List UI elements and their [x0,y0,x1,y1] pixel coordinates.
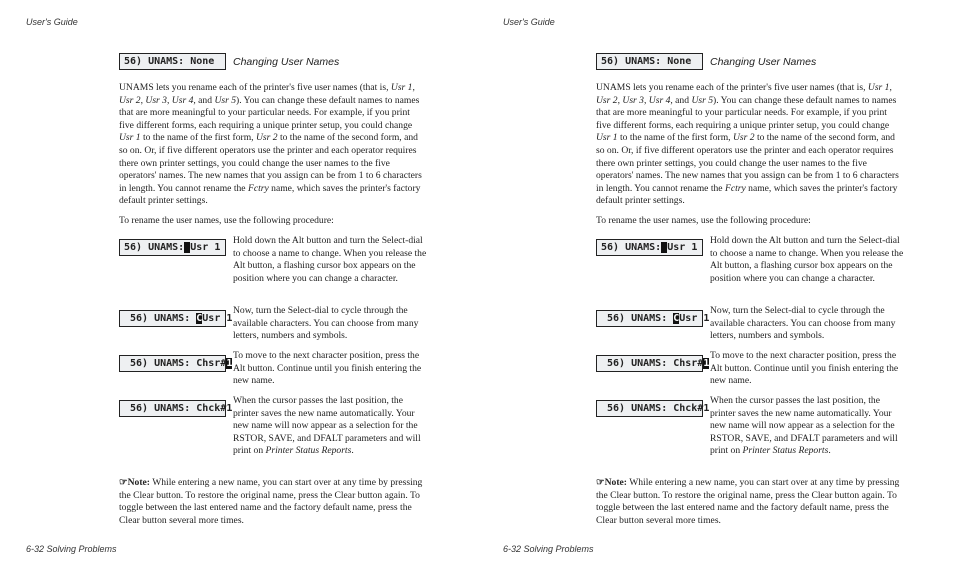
running-header: User's Guide [503,17,555,27]
lcd-display-current-setting: 56) UNAMS: None [596,53,703,70]
cursor-box: C [196,313,203,324]
procedure-lead: To rename the user names, use the following procedure: [119,215,334,226]
step-1-text: Hold down the Alt button and turn the Select-dial to choose a name to change. When you release the Alt button, a flashing cursor box appears on the position where you can change a character. [233,235,427,284]
lcd-display-step-2: 56) UNAMS: CUsr 1 [119,310,226,327]
lcd-display-current-setting: 56) UNAMS: None [119,53,226,70]
procedure-lead: To rename the user names, use the following procedure: [596,215,811,226]
section-title: Changing User Names [233,56,340,68]
section-title: Changing User Names [710,56,817,68]
step-3-text: To move to the next character position, press the Alt button. Continue until you finish entering the new name. [233,350,422,387]
note-label: ☞Note: [119,477,150,488]
intro-paragraph: UNAMS lets you rename each of the printer's five user names (that is, Usr 1, Usr 2, Usr 3, Usr 4, and Usr 5). You can change these default names to names that are more meaningful to your particular needs. For example, if you print five different forms, each requiring a unique printer setup, you could change Usr 1 to the name of the first form, Usr 2 to the name of the second form, and so on. Or, if five different operators use the printer and each operator requires there own printer settings, you could change the user names to the five operators' names. The new names that you assign can be from 1 to 6 characters in length. You cannot rename the Fctry name, which saves the printer's factory default printer settings. [119,82,422,207]
note-paragraph: ☞Note: While entering a new name, you can start over at any time by pressing the Clear button. To restore the original name, press the Clear button again. To toggle between the last entered name and the factory default name, press the Clear button several more times. [119,477,423,526]
lcd-display-step-2: 56) UNAMS: CUsr 1 [596,310,703,327]
step-1-text: Hold down the Alt button and turn the Select-dial to choose a name to change. When you release the Alt button, a flashing cursor box appears on the position where you can change a character. [710,235,904,284]
step-2-text: Now, turn the Select-dial to cycle through the available characters. You can choose from many letters, numbers and symbols. [710,305,896,342]
lcd-display-step-1: 56) UNAMS: Usr 1 [596,239,703,256]
step-2-text: Now, turn the Select-dial to cycle through the available characters. You can choose from many letters, numbers and symbols. [233,305,419,342]
running-header: User's Guide [26,17,78,27]
note-label: ☞Note: [596,477,627,488]
cursor-box: 1 [226,358,233,369]
step-3-text: To move to the next character position, press the Alt button. Continue until you finish entering the new name. [710,350,899,387]
note-paragraph: ☞Note: While entering a new name, you can start over at any time by pressing the Clear button. To restore the original name, press the Clear button again. To toggle between the last entered name and the factory default name, press the Clear button several more times. [596,477,900,526]
lcd-display-step-4: 56) UNAMS: Chck#1 [596,400,703,417]
lcd-display-step-4: 56) UNAMS: Chck#1 [119,400,226,417]
running-footer: 6-32 Solving Problems [503,544,594,554]
intro-paragraph: UNAMS lets you rename each of the printer's five user names (that is, Usr 1, Usr 2, Usr 3, Usr 4, and Usr 5). You can change these default names to names that are more meaningful to your particular needs. For example, if you print five different forms, each requiring a unique printer setup, you could change Usr 1 to the name of the first form, Usr 2 to the name of the second form, and so on. Or, if five different operators use the printer and each operator requires there own printer settings, you could change the user names to the five operators' names. The new names that you assign can be from 1 to 6 characters in length. You cannot rename the Fctry name, which saves the printer's factory default printer settings. [596,82,899,207]
cursor-box: 1 [703,358,710,369]
step-4-text: When the cursor passes the last position, the printer saves the new name automatically. Your new name will now appear as a selection for the RSTOR, SAVE, and DFALT parameters and will print on Printer Status Reports. [233,395,421,457]
running-footer: 6-32 Solving Problems [26,544,117,554]
page-right [477,0,954,580]
step-4-text: When the cursor passes the last position, the printer saves the new name automatically. Your new name will now appear as a selection for the RSTOR, SAVE, and DFALT parameters and will print on Printer Status Reports. [710,395,898,457]
lcd-display-step-3: 56) UNAMS: Chsr#1 [596,355,703,372]
lcd-display-step-3: 56) UNAMS: Chsr#1 [119,355,226,372]
lcd-display-step-1: 56) UNAMS: Usr 1 [119,239,226,256]
cursor-box: C [673,313,680,324]
